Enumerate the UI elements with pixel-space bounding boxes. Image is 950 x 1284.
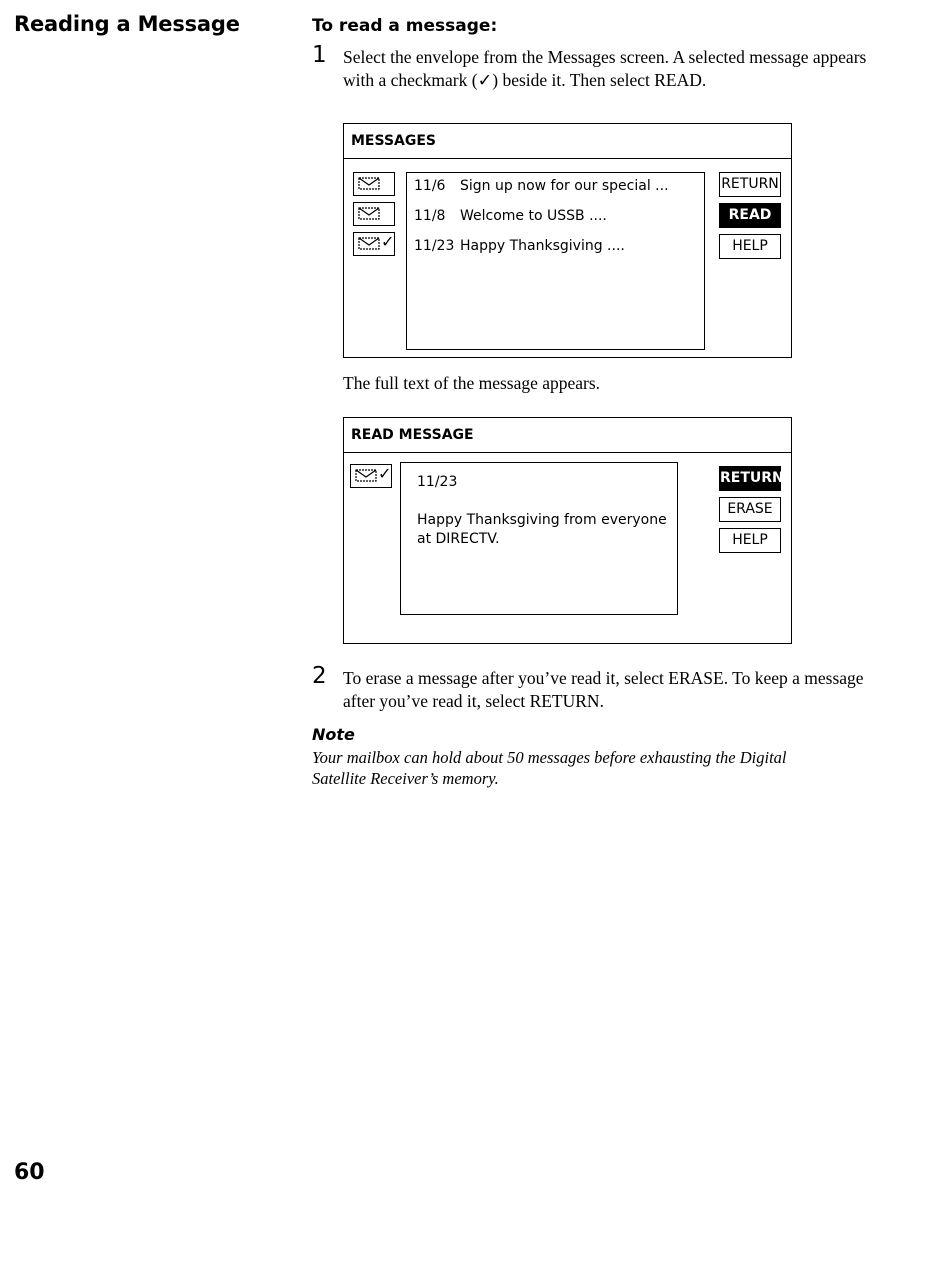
message-list	[406, 172, 705, 350]
envelope-icon	[358, 177, 380, 190]
return-button[interactable]: RETURN	[719, 172, 781, 197]
list-item[interactable]	[414, 178, 669, 194]
message-subject: Happy Thanksgiving ....	[460, 238, 625, 254]
messages-screen-title: MESSAGES	[344, 124, 791, 159]
step-1	[312, 42, 872, 92]
message-body-line: Happy Thanksgiving from everyone	[417, 512, 667, 528]
message-date: 11/6	[414, 178, 446, 194]
read-message-screen	[343, 417, 792, 644]
message-body-box	[400, 462, 678, 615]
list-item[interactable]	[414, 208, 607, 224]
return-button[interactable]: RETURN	[719, 466, 781, 491]
envelope-icon	[358, 237, 380, 250]
procedure-heading: To read a message:	[312, 16, 498, 36]
page-number: 60	[14, 1160, 45, 1185]
message-date: 11/23	[417, 474, 458, 490]
section-title: Reading a Message	[14, 12, 240, 36]
step-2	[312, 663, 872, 713]
envelope-icon	[355, 469, 377, 482]
checkmark-icon: ✓	[378, 464, 392, 483]
list-item[interactable]	[414, 238, 625, 254]
message-select-box-selected	[350, 464, 392, 488]
step-number: 2	[312, 663, 327, 689]
message-select-box[interactable]	[353, 202, 395, 226]
envelope-icon	[358, 207, 380, 220]
message-subject: Welcome to USSB ....	[460, 208, 607, 224]
step-number: 1	[312, 42, 327, 68]
read-button[interactable]: READ	[719, 203, 781, 228]
help-button[interactable]: HELP	[719, 528, 781, 553]
message-body-line: at DIRECTV.	[417, 531, 500, 547]
note-heading: Note	[312, 725, 355, 744]
note-text: Your mailbox can hold about 50 messages before exhausting the Digital Satellite Receiver’s memory.	[312, 748, 787, 788]
help-button[interactable]: HELP	[719, 234, 781, 259]
caption: The full text of the message appears.	[343, 373, 601, 393]
erase-button[interactable]: ERASE	[719, 497, 781, 522]
message-select-box[interactable]	[353, 172, 395, 196]
step-text: Select the envelope from the Messages screen. A selected message appears with a checkmark (✓) beside it. Then select READ.	[343, 47, 867, 90]
message-date: 11/23	[414, 238, 455, 254]
read-message-screen-title: READ MESSAGE	[344, 418, 791, 453]
message-subject: Sign up now for our special ...	[460, 178, 669, 194]
checkmark-icon: ✓	[381, 232, 395, 251]
message-select-box-selected[interactable]	[353, 232, 395, 256]
step-text: To erase a message after you’ve read it, select ERASE. To keep a message after you’ve read it, select RETURN.	[343, 668, 864, 711]
messages-screen	[343, 123, 792, 358]
message-date: 11/8	[414, 208, 446, 224]
